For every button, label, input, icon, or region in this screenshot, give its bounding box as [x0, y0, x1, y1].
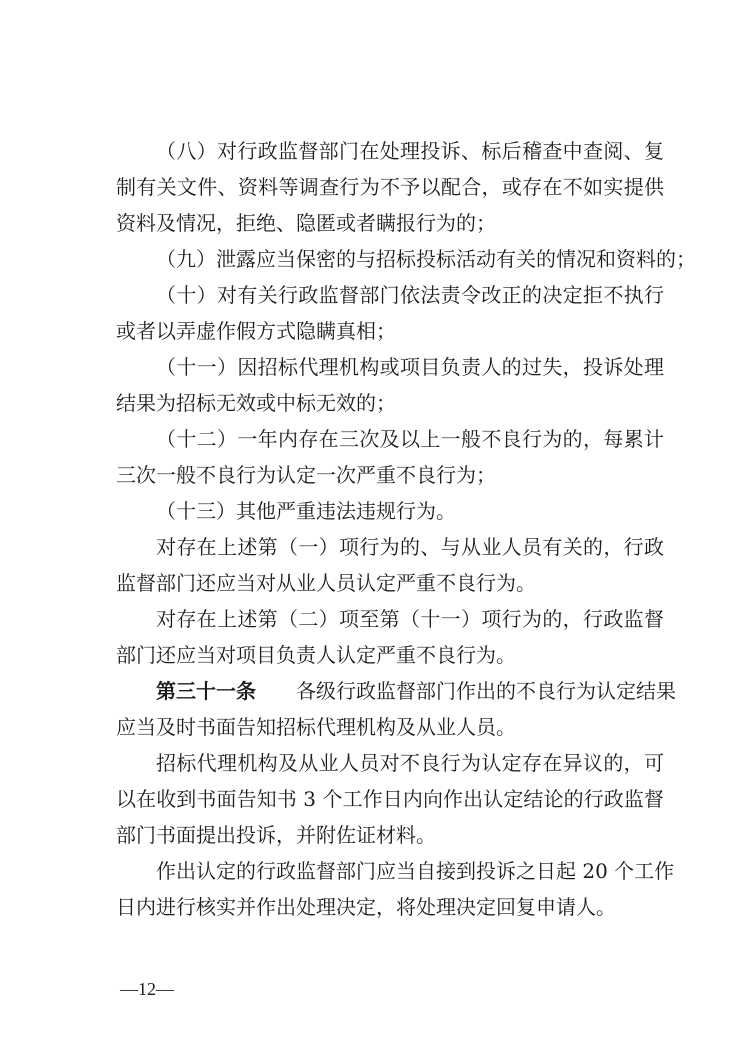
paragraph-item-8-line-2: 制有关文件、资料等调查行为不予以配合，或存在不如实提供	[116, 175, 664, 199]
document-body	[116, 133, 696, 925]
article-heading: 第三十一条	[156, 679, 256, 703]
paragraph-item-12-line-1: （十二）一年内存在三次及以上一般不良行为的，每累计	[156, 427, 664, 451]
paragraph-project-lead-line-2: 部门还应当对项目负责人认定严重不良行为。	[116, 643, 516, 667]
article-31-line-1	[116, 673, 676, 709]
page-number: —12—	[120, 979, 174, 999]
paragraph-item-9-line-1: （九）泄露应当保密的与招标投标活动有关的情况和资料的；	[156, 247, 696, 271]
paragraph-item-8-line-1: （八）对行政监督部门在处理投诉、标后稽查中查阅、复	[156, 139, 664, 163]
paragraph-objection-line-2: 以在收到书面告知书 3 个工作日内向作出认定结论的行政监督	[116, 787, 664, 811]
paragraph-personnel-line-1: 对存在上述第（一）项行为的、与从业人员有关的，行政	[156, 535, 664, 559]
paragraph-item-10-line-2: 或者以弄虚作假方式隐瞒真相；	[116, 319, 396, 343]
paragraph-item-10-line-1: （十）对有关行政监督部门依法责令改正的决定拒不执行	[156, 283, 664, 307]
article-31-text: 各级行政监督部门作出的不良行为认定结果	[296, 679, 676, 703]
paragraph-objection-line-1: 招标代理机构及从业人员对不良行为认定存在异议的，可	[156, 751, 664, 775]
paragraph-decision-line-1: 作出认定的行政监督部门应当自接到投诉之日起 20 个工作	[156, 859, 675, 883]
paragraph-item-11-line-2: 结果为招标无效或中标无效的；	[116, 391, 396, 415]
paragraph-item-13-line-1: （十三）其他严重违法违规行为。	[156, 499, 456, 523]
paragraph-personnel-line-2: 监督部门还应当对从业人员认定严重不良行为。	[116, 571, 536, 595]
paragraph-project-lead-line-1: 对存在上述第（二）项至第（十一）项行为的，行政监督	[156, 607, 664, 631]
paragraph-decision-line-2: 日内进行核实并作出处理决定，将处理决定回复申请人。	[116, 895, 616, 919]
paragraph-item-12-line-2: 三次一般不良行为认定一次严重不良行为；	[116, 463, 496, 487]
paragraph-objection-line-3: 部门书面提出投诉，并附佐证材料。	[116, 823, 436, 847]
paragraph-item-8-line-3: 资料及情况，拒绝、隐匿或者瞒报行为的；	[116, 211, 496, 235]
article-31-line-2: 应当及时书面告知招标代理机构及从业人员。	[116, 715, 516, 739]
paragraph-item-11-line-1: （十一）因招标代理机构或项目负责人的过失，投诉处理	[156, 355, 664, 379]
